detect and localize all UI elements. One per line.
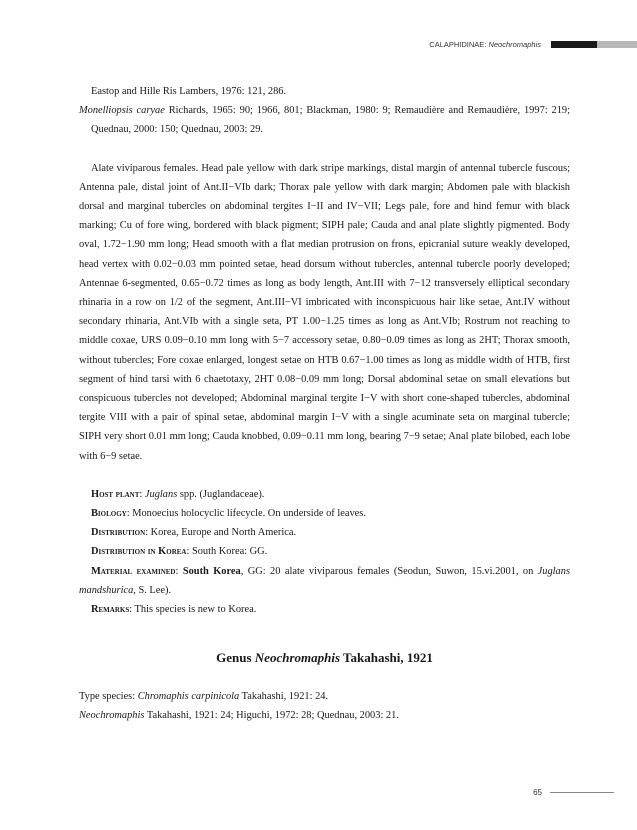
spacer [79, 619, 570, 638]
footer-rule [550, 792, 614, 793]
reference-line [79, 82, 570, 101]
host-plant-text: spp. (Juglandaceae). [177, 488, 265, 500]
synonym-name: Monelliopsis caryae [79, 105, 165, 117]
spacer [79, 638, 570, 648]
material-examined-line: Material examined: South Korea, GG: 20 alate viviparous females (Seodun, Suwon, 15.vi.2001, on Juglans mandshurica, S. Lee). [79, 565, 570, 596]
material-country: South Korea [182, 565, 241, 577]
genus-ref-name: Neochromaphis [79, 710, 145, 722]
genus-pre: Genus [216, 650, 255, 666]
distribution-korea-text: : South Korea: GG. [186, 546, 268, 558]
page-content [79, 82, 570, 726]
genus-name: Neochromaphis [254, 650, 341, 666]
spacer [79, 140, 570, 159]
type-species-line [79, 687, 570, 706]
host-plant-genus: Juglans [144, 488, 178, 500]
genus-post: Takahashi, 1921 [340, 650, 433, 666]
header-text [429, 40, 541, 49]
material-text-1: , GG: 20 alate viviparous females (Seodun, Suwon, 15.vi.2001, on [240, 565, 538, 577]
type-species-pre: Type species: [79, 691, 138, 703]
page-footer [533, 788, 614, 797]
running-header [429, 38, 637, 50]
header-bar-light [597, 41, 637, 48]
header-bar-dark [551, 41, 597, 48]
host-plant-label: Host plant [91, 488, 140, 500]
distribution-korea-label: Distribution in Korea [91, 546, 187, 558]
distribution-text: : Korea, Europe and North America. [145, 527, 297, 539]
material-label: Material examined [91, 565, 176, 577]
biology-text: : Monoecius holocyclic lifecycle. On underside of leaves. [126, 508, 366, 520]
genus-heading [79, 648, 570, 668]
distribution-line [79, 523, 570, 542]
remarks-label: Remarks [91, 604, 130, 616]
synonym-refs: Richards, 1965: 90; 1966, 801; Blackman, 1980: 9; Remaudière and Remaudière, 1997: 219; Quednau, 2000: 150; Quednau, 2003: 29. [91, 105, 570, 136]
genus-ref-text: Takahashi, 1921: 24; Higuchi, 1972: 28; Quednau, 2003: 21. [144, 710, 399, 722]
species-description: Alate viviparous females. Head pale yellow with dark stripe markings, distal margin of antennal tubercle fuscous; Antenna pale, distal joint of Ant.II−VIb dark; Thorax pale yellow with dark margin; Abdomen pale with blackish dorsal and marginal tubercles on abdominal tergites I−II and IV−VII; Legs pale, fore and hind femur with black marking; Cu of fore wing, bordered with black pigment; SIPH pale; Cauda and anal plate slightly pigmented. Body oval, 1.72−1.90 mm long; Head smooth with a flat median protrusion on frons, epicranial suture weakly developed, head vertex with 0.02−0.03 mm pointed setae, head dorsum without tubercles, antennal tubercle poorly developed; Antennae 6-segmented, 0.65−0.72 times as long as body length, Ant.III with 7−12 transversely elliptical secondary rhinaria in a row on 1/2 of the segment, Ant.III−VI imbricated with inconspicuous hair like setae, Ant.IV without secondary rhinaria, Ant.VIb with a single seta, PT 1.00−1.25 times as long as Ant.VIb; Rostrum not reaching to middle coxae, URS 0.09−0.10 mm long with 5−7 accessory setae, 0.80−0.09 times as long as 2HT; Thorax smooth, without tubercles; Fore coxae enlarged, longest setae on HTB 0.67−1.00 times as long as middle width of HTB, first segment of hind tarsi with 6 chaetotaxy, 2HT 0.08−0.09 mm long; Dorsal abdominal setae on small elevations but conspicuous tubercles not developed; Abdominal marginal tergite I−V with short cone-shaped tubercles, abdominal tergite VIII with a pair of spinal setae, abdominal margin I−V with a single acuminate seta on marginal tubercle; SIPH very short 0.01 mm long; Cauda knobbed, 0.09−0.11 mm long, bearing 7−9 setae; Anal plate bilobed, each lobe with 6−9 setae. [79, 162, 570, 462]
page-number: 65 [533, 788, 542, 797]
type-species-post: Takahashi, 1921: 24. [239, 691, 329, 703]
biology-label: Biology [91, 508, 127, 520]
remarks-text: : This species is new to Korea. [129, 604, 257, 616]
reference-text: Eastop and Hille Ris Lambers, 1976: 121, 286. [91, 86, 287, 97]
header-section: CALAPHIDINAE: [429, 39, 489, 49]
synonym-reference [79, 101, 570, 139]
header-genus: Neochromaphis [488, 39, 541, 49]
host-plant-line: Host plant: Juglans spp. (Juglandaceae). [91, 488, 265, 500]
distribution-label: Distribution [91, 527, 146, 539]
type-species-name: Chromaphis carpinicola [137, 691, 240, 703]
material-text-2: , S. Lee). [133, 584, 172, 596]
remarks-line [79, 600, 570, 619]
biology-line [79, 504, 570, 523]
genus-references-line [79, 706, 570, 725]
material-host: Juglans mandshurica [79, 565, 570, 596]
spacer [79, 466, 570, 485]
spacer [79, 668, 570, 687]
distribution-korea-line [79, 542, 570, 561]
